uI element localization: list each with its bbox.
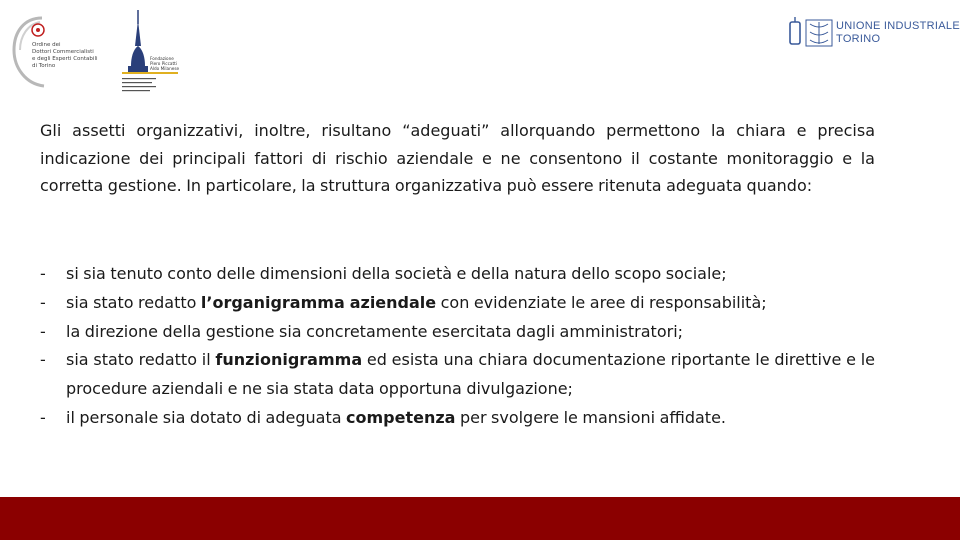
bullet-dash: - xyxy=(40,350,46,370)
ui-line-1: UNIONE INDUSTRIALE xyxy=(836,20,960,32)
list-item-emphasis: l’organigramma aziendale xyxy=(200,292,437,312)
bullet-dash: - xyxy=(40,264,46,283)
odcec-line-4: di Torino xyxy=(32,63,56,69)
bullet-dash: - xyxy=(40,407,46,427)
conditions-list xyxy=(40,260,875,433)
list-item-text-after: con evidenziate le aree di responsabilità; xyxy=(436,292,767,312)
mole-caption-2: Piero Piccatti xyxy=(150,61,177,66)
list-item xyxy=(40,404,875,433)
bullet-dash: - xyxy=(40,321,46,341)
odcec-line-3: e degli Esperti Contabili xyxy=(32,56,98,62)
mole-caption-1: Fondazione xyxy=(150,56,174,61)
list-item xyxy=(40,346,875,404)
bullet-dash: - xyxy=(40,292,46,312)
list-item-text: il personale sia dotato di adeguata xyxy=(66,407,347,427)
odcec-line-2: Dottori Commercialisti xyxy=(32,49,94,55)
list-item xyxy=(40,318,875,347)
odcec-logo xyxy=(10,12,98,92)
list-item xyxy=(40,260,875,289)
mole-caption-3: Aldo Milanese xyxy=(150,66,180,71)
list-item-text-after: per svolgere le mansioni affidate. xyxy=(455,407,727,427)
intro-paragraph: Gli assetti organizzativi, inoltre, risultano “adeguati” allorquando permettono la chiara e precisa indicazione dei principali fattori di rischio aziendale e ne consentono il costante monitoraggio e la corretta gestione. In particolare, la struttura organizzativa può essere ritenuta adeguata quando: xyxy=(40,121,875,195)
list-item-text: la direzione della gestione sia concretamente esercitata dagli amministratori; xyxy=(66,321,684,341)
list-item-text-after: ed esista una chiara documentazione riportante le direttive e le procedure aziendali e ne sia stata data opportuna divulgazione; xyxy=(66,350,875,399)
ui-line-2: TORINO xyxy=(836,33,881,45)
footer-bar xyxy=(0,497,960,540)
list-item xyxy=(40,289,875,318)
odcec-line-1: Ordine dei xyxy=(32,42,61,48)
list-item-emphasis: funzionigramma xyxy=(215,350,363,370)
mole-antonelliana-logo xyxy=(118,10,180,98)
unione-industriale-name xyxy=(836,20,960,46)
list-item-emphasis: competenza xyxy=(346,407,456,427)
list-item-text: sia stato redatto il xyxy=(66,350,216,370)
list-item-text: si sia tenuto conto delle dimensioni della società e della natura dello scopo sociale; xyxy=(66,264,727,283)
list-item-text: sia stato redatto xyxy=(66,292,201,312)
